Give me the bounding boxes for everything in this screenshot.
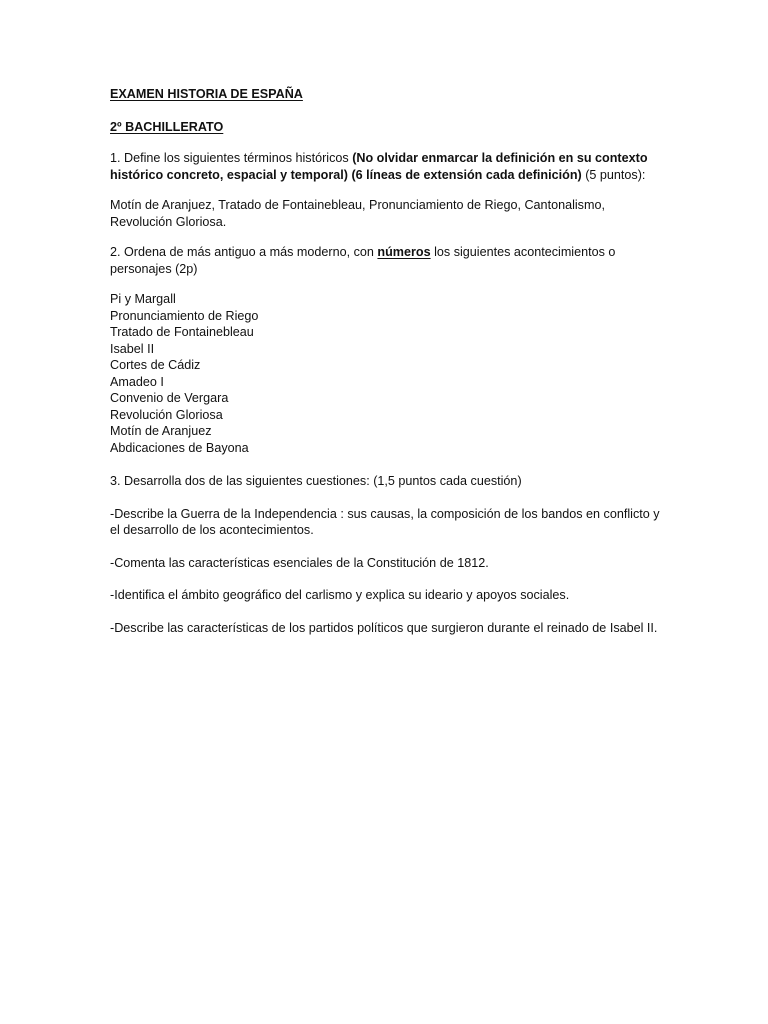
course-subtitle: 2º BACHILLERATO [110,119,224,134]
list-item: Amadeo I [110,374,164,389]
list-item: Revolución Gloriosa [110,407,223,422]
list-item: Motín de Aranjuez [110,424,212,438]
question-3-item: -Comenta las características esenciales de la Constitución de 1812. [110,555,489,570]
list-item: Pronunciamiento de Riego [110,308,259,323]
question-1 [110,150,670,183]
question-1-terms: Motín de Aranjuez, Tratado de Fontainebleau, Pronunciamiento de Riego, Cantonalismo, Revolución Gloriosa. [110,198,605,229]
list-item: Pi y Margall [110,292,176,306]
question-1-points: (5 puntos): [581,167,646,182]
list-item: Abdicaciones de Bayona [110,440,249,455]
list-item: Cortes de Cádiz [110,358,201,372]
question-2-list [110,291,670,456]
question-3-item: -Describe la Guerra de la Independencia : sus causas, la composición de los bandos en conflicto y el desarrollo de los acontecimientos. [110,506,660,537]
question-2-lead: 2. Ordena de más antiguo a más moderno, con [110,245,378,259]
list-item: Isabel II [110,341,155,356]
question-3-item: -Describe las características de los partidos políticos que surgieron durante el reinado de Isabel II. [110,620,658,635]
exam-title: EXAMEN HISTORIA DE ESPAÑA [110,87,303,101]
question-3-heading: 3. Desarrolla dos de las siguientes cuestiones: (1,5 puntos cada cuestión) [110,474,522,488]
list-item: Convenio de Vergara [110,391,229,405]
question-3-item: -Identifica el ámbito geográfico del carlismo y explica su ideario y apoyos sociales. [110,588,570,602]
question-2 [110,244,670,277]
list-item: Tratado de Fontainebleau [110,325,254,339]
question-1-lead: 1. Define los siguientes términos históricos [110,151,353,165]
question-1-instructions: (No olvidar enmarcar la definición en su contexto histórico concreto, espacial y temporal) (6 líneas de extensión cada definición) [110,151,648,182]
exam-document [110,86,670,652]
question-2-emphasis: números [377,245,431,259]
question-2-tail: los siguientes acontecimientos o personajes (2p) [110,245,616,276]
